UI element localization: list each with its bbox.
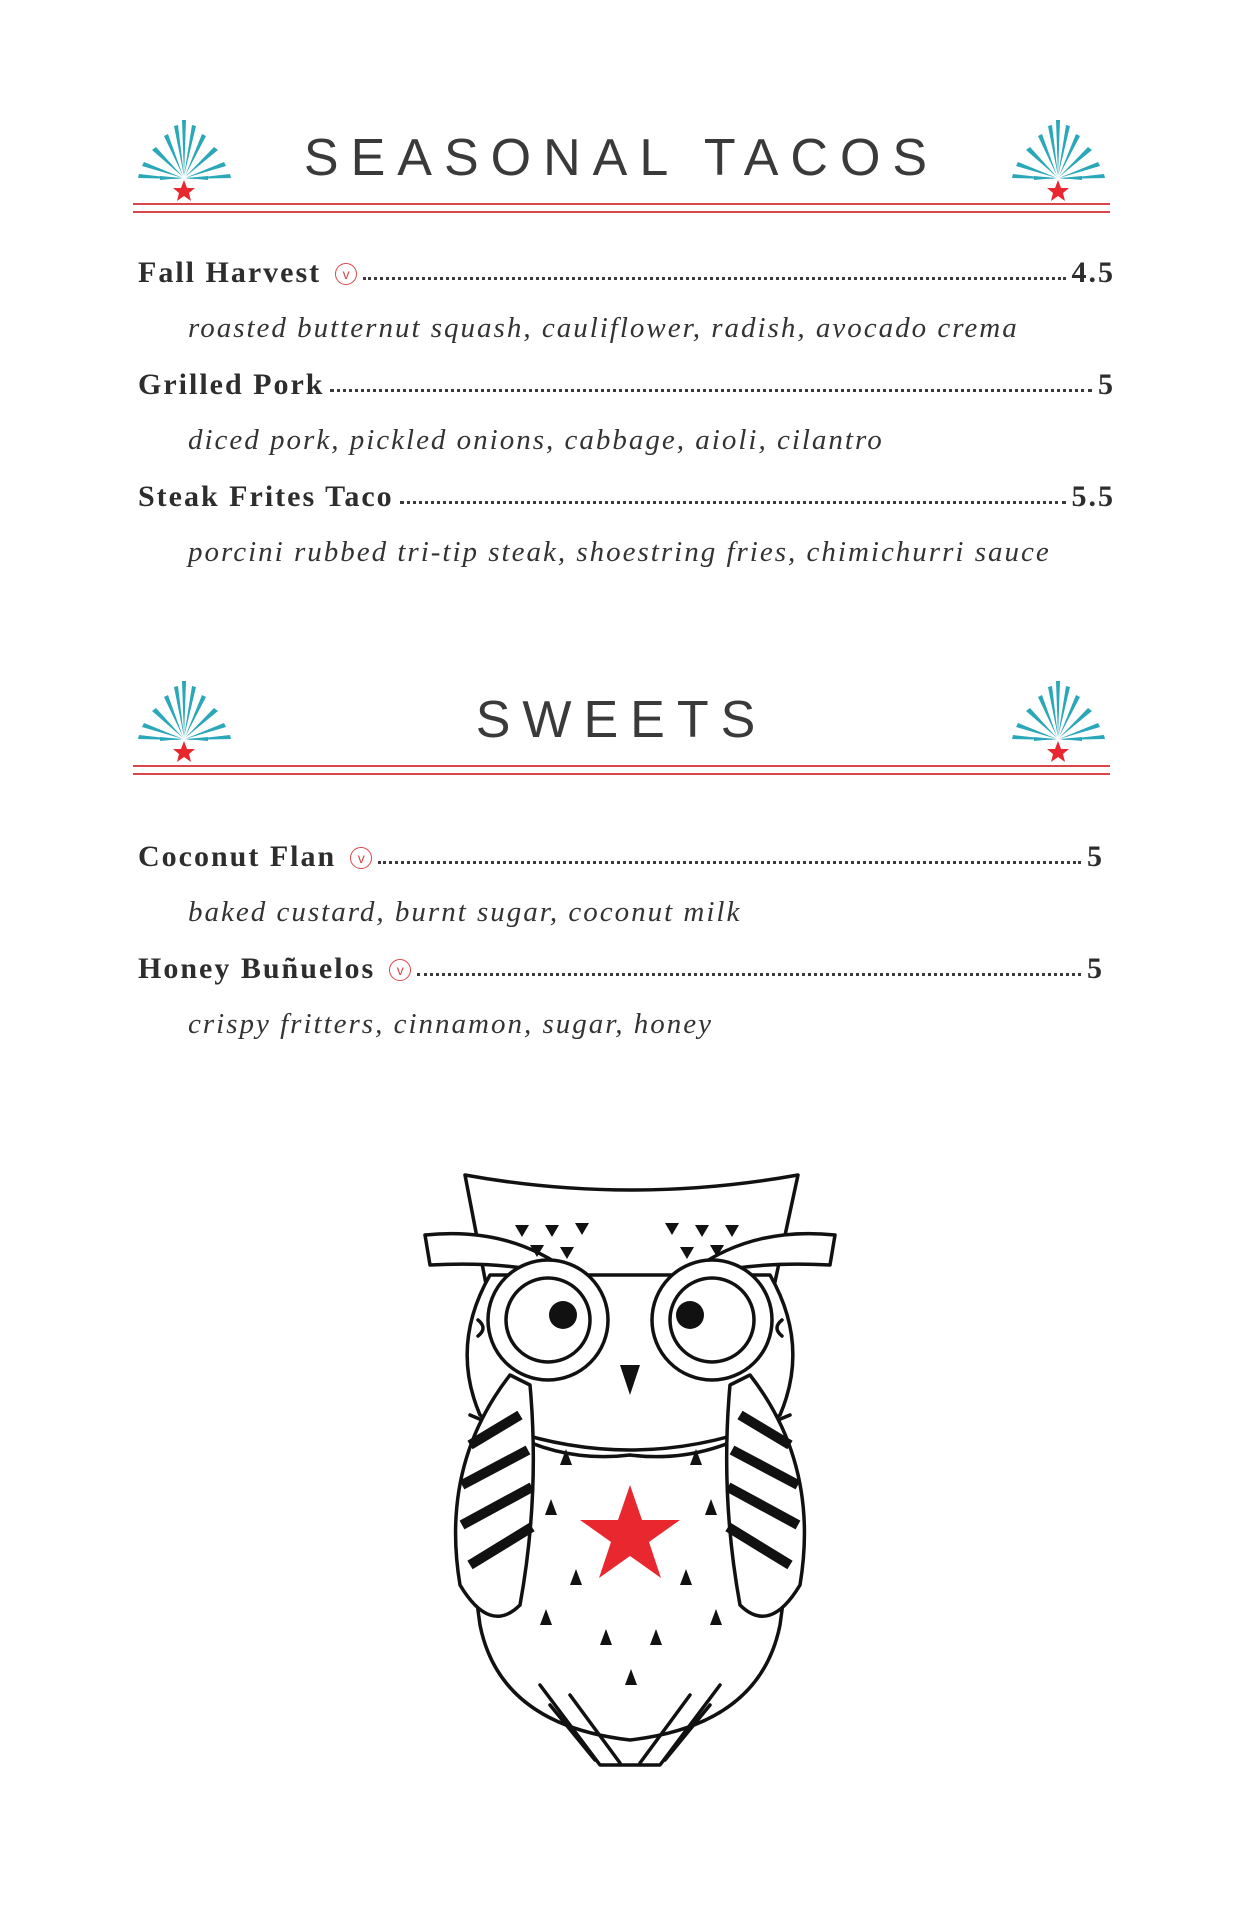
item-name: Fall Harvest (138, 256, 322, 289)
menu-item-row (138, 952, 1104, 992)
item-price: 5.5 (1071, 480, 1115, 513)
menu-item-row (138, 480, 1115, 520)
item-price: 4.5 (1071, 256, 1115, 289)
divider-line (133, 773, 1110, 775)
section-title: SEASONAL TACOS (303, 129, 940, 187)
item-description: diced pork, pickled onions, cabbage, aioli, cilantro (188, 424, 884, 456)
item-description: crispy fritters, cinnamon, sugar, honey (188, 1008, 714, 1040)
dot-leader (400, 497, 1066, 504)
vegetarian-icon: v (350, 847, 372, 869)
item-name: Steak Frites Taco (138, 480, 394, 513)
item-price: 5 (1098, 368, 1115, 401)
item-price: 5 (1087, 840, 1104, 873)
item-name: Honey Buñuelos (138, 952, 376, 985)
dot-leader (378, 857, 1081, 864)
menu-item-row (138, 840, 1104, 880)
vegetarian-icon: v (389, 959, 411, 981)
item-price: 5 (1087, 952, 1104, 985)
divider-line (133, 203, 1110, 205)
item-description: roasted butternut squash, cauliflower, radish, avocado crema (188, 312, 1019, 344)
divider-line (133, 211, 1110, 213)
menu-item-row (138, 256, 1115, 296)
vegetarian-icon: v (335, 263, 357, 285)
item-name: Grilled Pork (138, 368, 325, 401)
item-description: baked custard, burnt sugar, coconut milk (188, 896, 742, 928)
section-title: SWEETS (475, 691, 768, 749)
divider-line (133, 765, 1110, 767)
dot-leader (330, 385, 1092, 392)
item-name: Coconut Flan (138, 840, 337, 873)
item-description: porcini rubbed tri-tip steak, shoestring fries, chimichurri sauce (188, 536, 1051, 568)
owl-illustration (420, 1165, 840, 1785)
menu-item-row (138, 368, 1115, 408)
dot-leader (417, 969, 1081, 976)
dot-leader (363, 273, 1065, 280)
